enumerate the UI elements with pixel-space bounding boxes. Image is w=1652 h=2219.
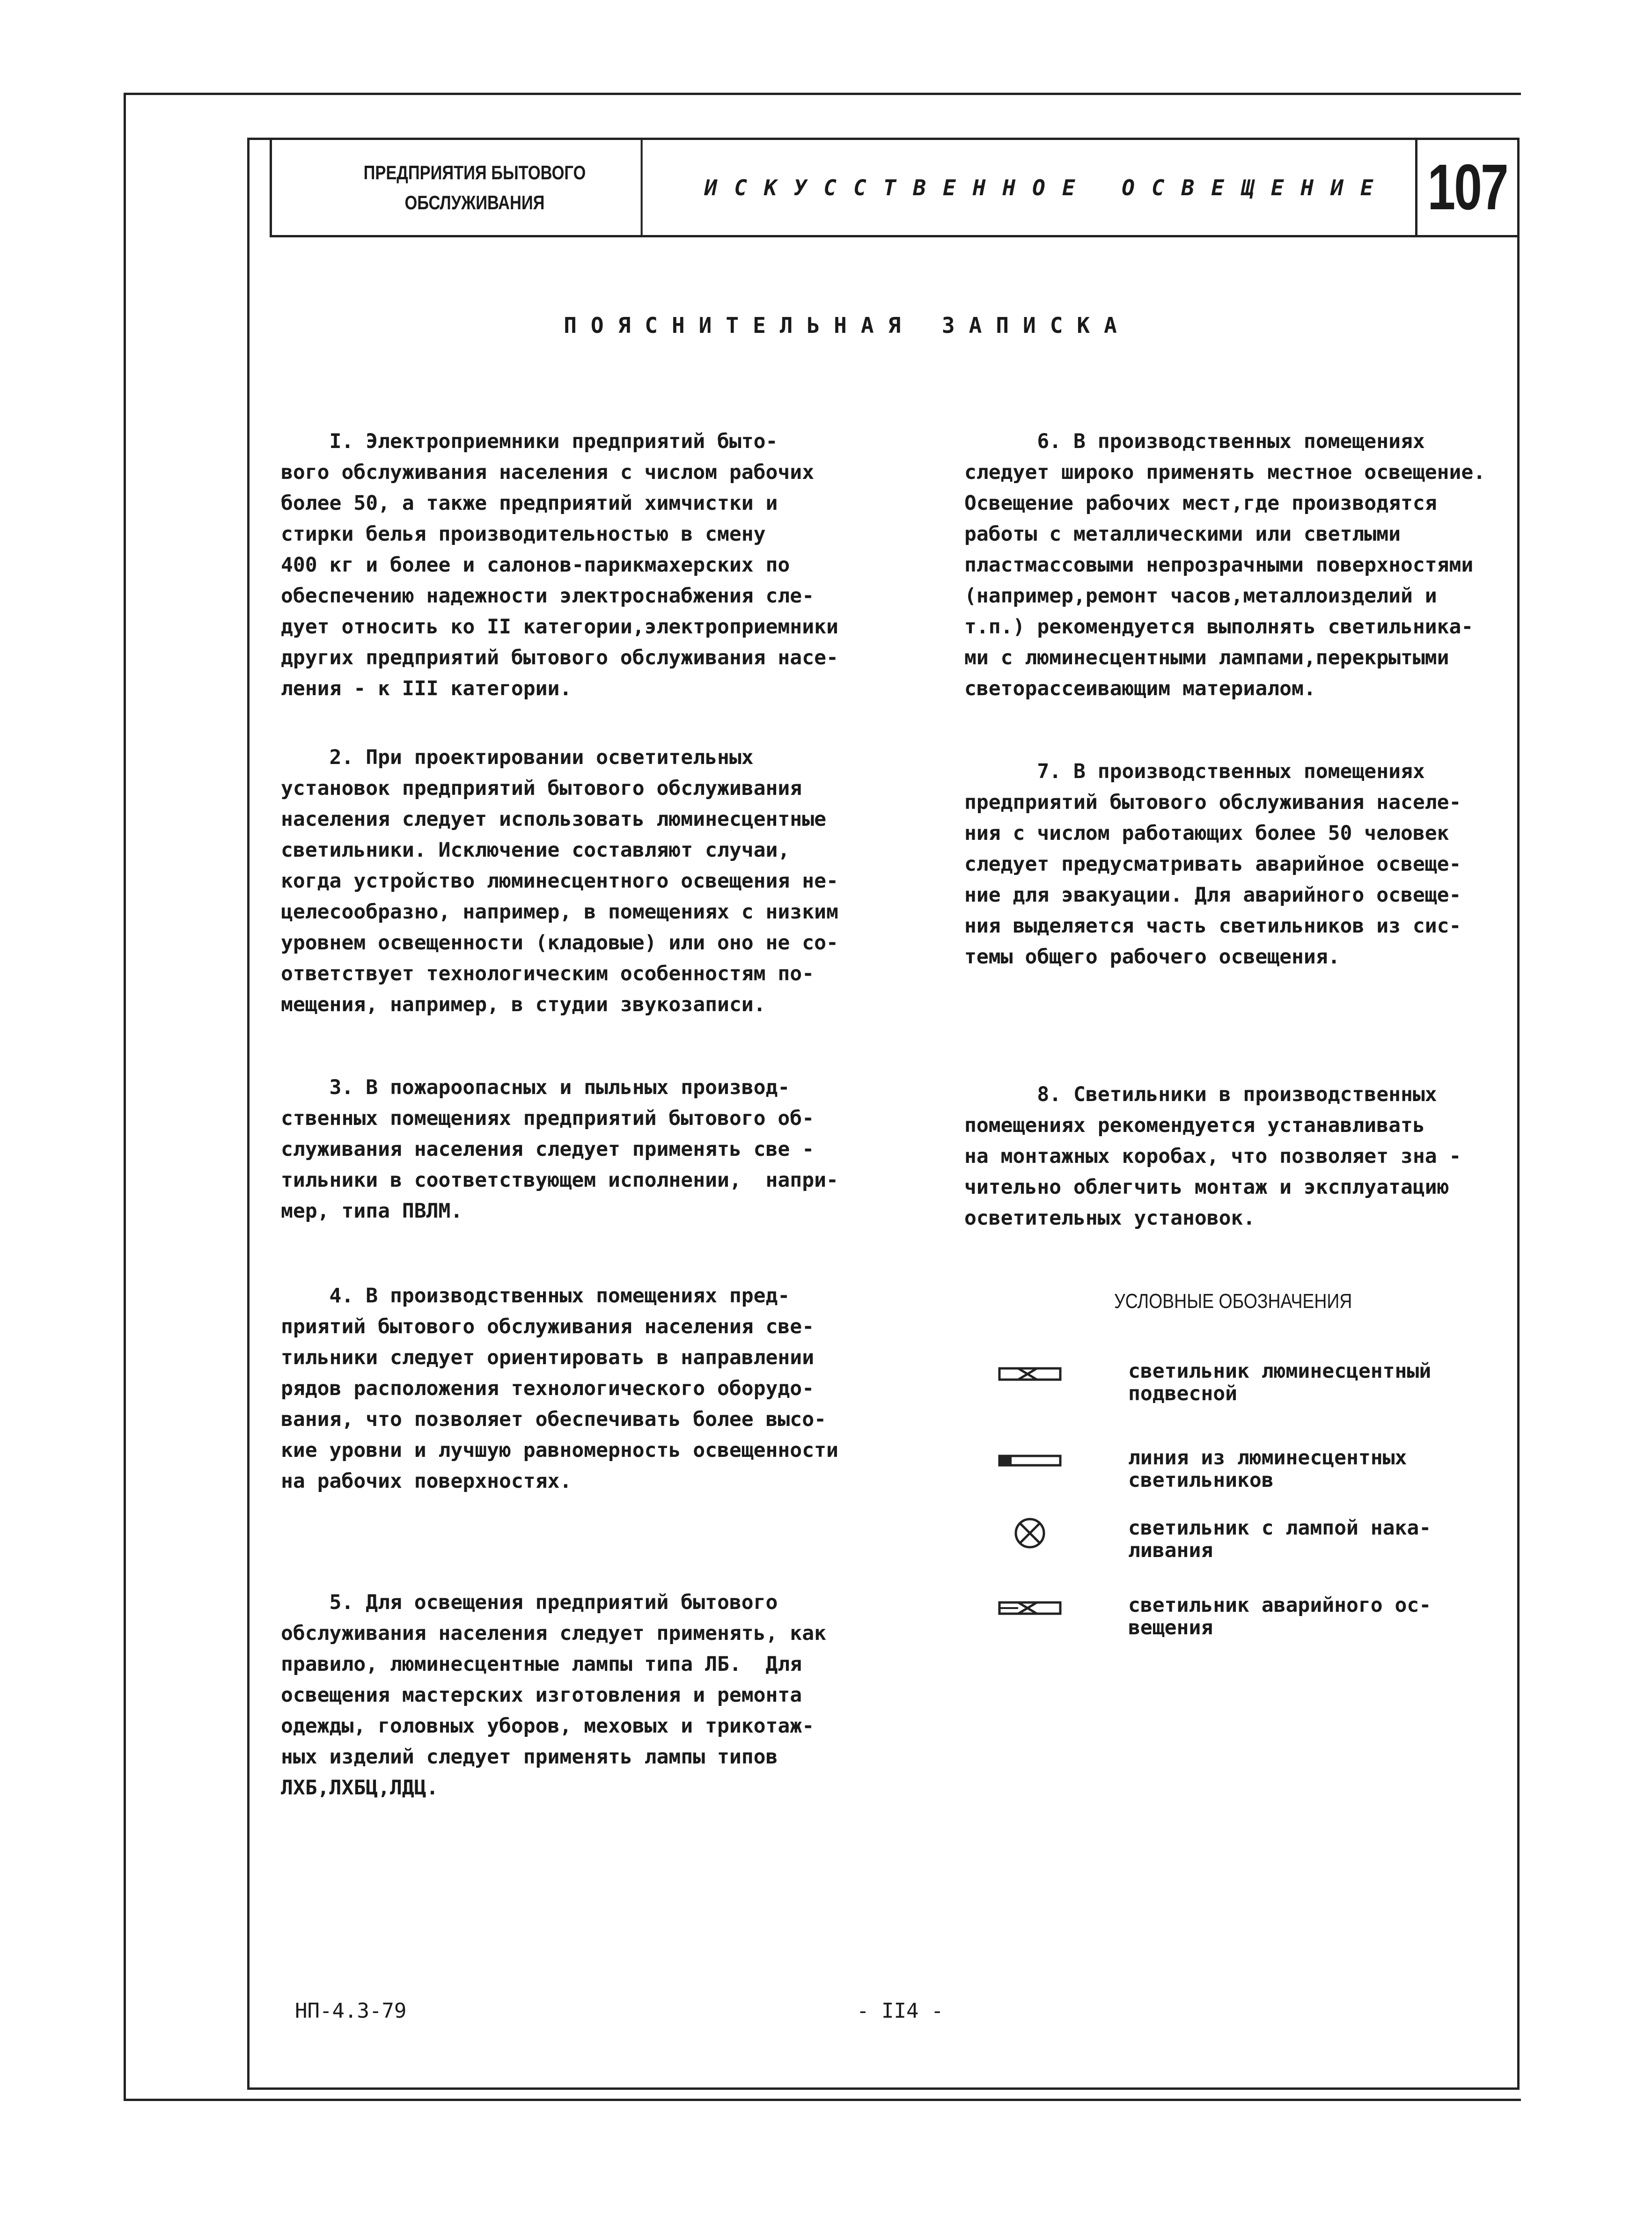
sheet-number: 107: [1427, 151, 1507, 223]
incandescent-luminaire-icon: [983, 1517, 1063, 1550]
suspended-fluorescent-luminaire-icon: [983, 1360, 1063, 1388]
subject-cell: [679, 140, 1417, 235]
organization-line-2: ОБСЛУЖИВАНИЯ: [404, 191, 545, 213]
subject-title: ИСКУССТВЕННОЕ ОСВЕЩЕНИЕ: [704, 175, 1390, 200]
paragraph-2: 2. При проектировании осветительных установок предприятий бытового обслуживания населения следует использовать люминесцентные светильники. Исключение составляют случаи, когда устройство люминесцентного освещения не- целесообразно, например, в помещениях с низким уровнем освещенности (кладовые) или оно не со- ответствует технологическим особенностям по- мещения, например, в студии звукозаписи.: [281, 746, 838, 1016]
legend-text: светильник люминесцентный подвесной: [1128, 1359, 1432, 1405]
page-title: ПОЯСНИТЕЛЬНАЯ ЗАПИСКА: [564, 313, 1131, 338]
paragraph-7: 7. В производственных помещениях предприятий бытового обслуживания населе- ния с числом работающих более 50 человек следует предусматривать аварийное освеще- ние для эвакуации. Для аварийного освеще- ния выделяется часть светильников из сис- темы общего рабочего освещения.: [964, 760, 1461, 969]
fluorescent-line-icon: [983, 1447, 1063, 1475]
paragraph-3: 3. В пожароопасных и пыльных производ- ственных помещениях предприятий бытового об- служивания населения следует применять све - тильники в соответствующем исполнении, напри- мер, типа ПВЛМ.: [281, 1076, 838, 1223]
legend-text: линия из люминесцентных светильников: [1128, 1446, 1407, 1492]
paragraph-4: 4. В производственных помещениях пред- приятий бытового обслуживания населения све- тильники следует ориентировать в направлении рядов расположения технологического оборудо- вания, что позволяет обеспечивать более высо- кие уровни и лучшую равномерность освещенности на рабочих поверхностях.: [281, 1284, 838, 1493]
legend-item: [983, 1360, 1498, 1411]
emergency-luminaire-icon: [983, 1594, 1063, 1622]
organization-line-1: ПРЕДПРИЯТИЯ БЫТОВОГО: [363, 161, 586, 184]
organization-cell: [308, 140, 642, 235]
page-number: - II4 -: [857, 1999, 944, 2023]
legend-text: светильник с лампой нака- ливания: [1128, 1516, 1432, 1562]
legend-item: [983, 1447, 1498, 1498]
paragraph-5: 5. Для освещения предприятий бытового обслуживания населения следует применять, как правило, люминесцентные лампы типа ЛБ. Для освещения мастерских изготовления и ремонта одежды, головных уборов, меховых и трикотаж- ных изделий следует применять лампы типов ЛХБ,ЛХБЦ,ЛДЦ.: [281, 1591, 826, 1800]
document-code: НП-4.3-79: [295, 1999, 407, 2023]
legend-item: [983, 1594, 1498, 1646]
legend-title: УСЛОВНЫЕ ОБОЗНАЧЕНИЯ: [1114, 1290, 1352, 1313]
legend-text: светильник аварийного ос- вещения: [1128, 1594, 1432, 1639]
title-block: [270, 138, 1520, 237]
paragraph-6: 6. В производственных помещениях следует широко применять местное освещение. Освещение рабочих мест,где производятся работы с металлическими или светлыми пластмассовыми непрозрачными поверхностями (например,ремонт часов,металлоизделий и т.п.) рекомендуется выполнять светильника- ми с люминесцентными лампами,перекрытыми светорассеивающим материалом.: [964, 430, 1486, 700]
paragraph-1: I. Электроприемники предприятий быто- вого обслуживания населения с числом рабочих более 50, а также предприятий химчистки и стирки белья производительностью в смену 400 кг и более и салонов-парикмахерских по обеспечению надежности электроснабжения сле- дует относить ко II категории,электроприемники других предприятий бытового обслуживания насе- ления - к III категории.: [281, 430, 838, 700]
legend-item: [983, 1517, 1498, 1568]
paragraph-8: 8. Светильники в производственных помещениях рекомендуется устанавливать на монтажных коробах, что позволяет зна - чительно облегчить монтаж и эксплуатацию осветительных установок.: [964, 1083, 1461, 1230]
